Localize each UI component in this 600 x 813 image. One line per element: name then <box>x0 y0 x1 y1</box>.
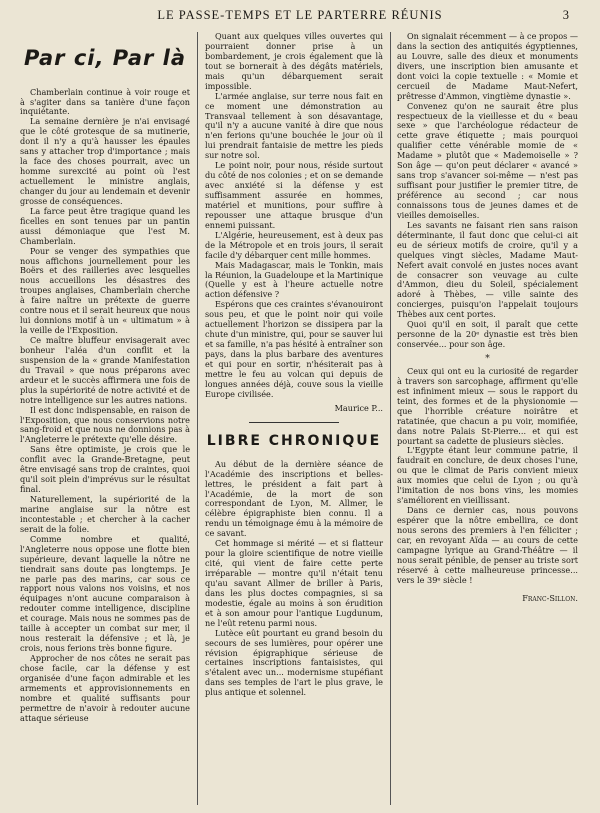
paragraph: Approcher de nos côtes ne serait pas chose facile, car la défense y est organisée d'une façon admirable et les armements et approvisionnements en nombre et qualité suffisants pour permettre de n'avoir à redouter aucune attaque sérieuse <box>20 653 190 723</box>
section-heading-libre-chronique: LIBRE CHRONIQUE <box>206 432 382 449</box>
paragraph: L'armée anglaise, sur terre nous fait en ce moment une démonstration au Transvaal tellement à son désavantage, qu'il n'y a aucune vanité à dire que nous n'en ferions qu'une bouchée le jour où il lui prendrait fantaisie de mettre les pieds sur notre sol. <box>205 90 383 161</box>
paragraph: Dans ce dernier cas, nous pouvons espérer que la nôtre embellira, ce dont nous serons des premiers à l'en féliciter ; car, en revoyant Aïda — au cours de cette campagne lyrique au Grand-Théâtre — il nous serait pénible, de penser au triste sort réservé à cette malheureuse princesse... vers le 39ᵉ siècle ! <box>397 505 578 585</box>
paragraph: Mais Madagascar, mais le Tonkin, mais la Réunion, la Guadeloupe et la Martinique (Quelle y est à l'heure actuelle notre action défensive ? <box>205 259 383 300</box>
paragraph: Ceux qui ont eu la curiosité de regarder à travers son sarcophage, affirment qu'elle est infiniment mieux — sous le rapport du teint, des formes et de la physionomie — que l'horrible créature noirâtre et ratatinée, que chacun a pu voir, momifiée, dans notre Palais St-Pierre... et qui est pourtant sa cadette de plusieurs siècles. <box>397 365 578 446</box>
paragraph: Pour se venger des sympathies que nous affichons journellement pour les Boërs et des railleries avec lesquelles nous accueillons les désastres des troupes anglaises, Chamberlain cherche à faire naître un prétexte de guerre contre nous et il serait heureux que nous lui donnions motif à un « ultimatum » à la veille de l'Exposition. <box>20 245 190 336</box>
paragraph: Naturellement, la supériorité de la marine anglaise sur la nôtre est incontestable ; et chercher à la cacher serait de la folie. <box>20 494 190 534</box>
paragraph: Convenez qu'on ne saurait être plus respectueux de la vieillesse et du « beau sexe » que l'archéologue rédacteur de cette grave étiquette ; mais pourquoi qualifier cette vénérable momie de « Madame » plutôt que « Mademoiselle » ? Son âge — qu'on peut déclarer « avancé » sans trop s'avancer soi-même — n'est pas suffisant pour justifier le premier titre, de préférence au second ; car nous connaissons tous de jeunes dames et de vieilles demoiselles. <box>397 100 578 220</box>
paragraph: On signalait récemment — à ce propos — dans la section des antiquités égyptiennes, au Louvre, salle des dieux et monuments divers, une inscription bien amusante et dont voici la copie textuelle : « Momie et cercueil de Madame Maut-Nefert, prêtresse d'Ammon, vingtième dynastie ». <box>397 31 578 101</box>
column-divider <box>197 32 198 805</box>
section-heading-par-ci-par-la: Par ci, Par là <box>23 46 187 70</box>
paragraph: Les savants ne faisant rien sans raison déterminante, il faut donc que celui-ci ait eu de sérieux motifs de croire, qu'il y a quelques vingt siècles, Madame Maut-Nefert avait convolé en justes noces avant de consacrer son veuvage au culte d'Ammon, dieu du Soleil, spécialement adoré à Thèbes, — ville sainte des concierges, puisqu'on l'appelait toujours Thèbes aux cent portes. <box>397 219 578 320</box>
paragraph: Lutèce eût pourtant eu grand besoin du secours de ses lumières, pour opérer une révision épigraphique sérieuse de certaines inscriptions fantaisistes, qui s'étalent avec un... modernisme stupéfiant dans ses temples de l'art le plus grave, le plus antique et solennel. <box>205 627 383 698</box>
paragraph: Le point noir, pour nous, réside surtout du côté de nos colonies ; et on se demande avec anxiété si la défense y est suffisamment assurée en hommes, matériel et munitions, pour suffire à repousser une attaque brusque d'un ennemi puissant. <box>205 160 383 230</box>
paragraph: Espérons que ces craintes s'évanouiront sous peu, et que le point noir qui voile actuellement l'horizon se dissipera par la chute d'un ministre, qui, pour se sauver lui et sa famille, n'a pas hésité à entraîner son pays, dans la plus barbare des aventures et qui pour en sortir, n'hésiterait pas à mettre le feu au volcan qui depuis de longues années déjà, couve sous la vieille Europe civilisée. <box>205 299 383 399</box>
column-divider <box>390 32 391 805</box>
section-star: * <box>485 354 490 364</box>
paragraph: Sans être optimiste, je crois que le conflit avec la Grande-Bretagne, peut être envisagé sans trop de craintes, quoi qu'il soit plein d'imprévus sur le résultat final. <box>20 444 190 495</box>
running-head <box>0 6 600 26</box>
paragraph: L'Algérie, heureusement, est à deux pas de la Métropole et en trois jours, il serait facile d'y débarquer cent mille hommes. <box>205 229 383 260</box>
divider-rule <box>249 422 339 423</box>
page-number: 3 <box>562 8 570 22</box>
paragraph: Quoi qu'il en soit, il paraît que cette personne de la 20ᵉ dynastie est très bien conservée... pour son âge. <box>397 319 578 350</box>
signature-franc-sillon: Franc-Sillon. <box>522 592 578 603</box>
paragraph: Quant aux quelques villes ouvertes qui pourraient donner prise à un bombardement, je crois également que là tout se bornerait à des dégâts matériels, mais qu'un débarquement serait impossible. <box>205 31 383 91</box>
paragraph: Au début de la dernière séance de l'Académie des inscriptions et belles-lettres, le président a fait part à l'Académie, de la mort de son correspondant de Lyon, M. Allmer, le célèbre épigraphiste bien connu. Il a rendu un témoignage ému à la mémoire de ce savant. <box>205 458 383 539</box>
column-2 <box>205 32 383 805</box>
column-1 <box>20 32 190 805</box>
paragraph: Chamberlain continue à voir rouge et à s'agiter dans sa tanière d'une façon inquiétante. <box>20 86 190 117</box>
paragraph: Comme nombre et qualité, l'Angleterre nous oppose une flotte bien supérieure, devant laquelle la nôtre ne tiendrait sans doute pas longtemps. Je ne parle pas des marins, car sous ce rapport nous valons nos voisins, et nos équipages n'ont aucune comparaison à redouter comme intelligence, discipline et courage. Mais nous ne sommes pas de taille à accepter un combat sur mer, il nous resterait la défensive ; et là, je crois, nous ferions très bonne figure. <box>20 533 190 654</box>
paragraph: La semaine dernière je n'ai envisagé que le côté grotesque de sa mutinerie, dont il n'y a qu'à hausser les épaules sans y attacher trop d'importance ; mais la face des choses pourrait, avec un homme surexcité au point où l'est actuellement le ministre anglais, changer du jour au lendemain et devenir grosse de conséquences. <box>20 116 190 206</box>
paragraph: Ce maître bluffeur envisagerait avec bonheur l'aléa d'un conflit et la suspension de la « grande Manifestation du Travail » que nous préparons avec ardeur et le succès affirmera une fois de plus la supériorité de notre activité et de notre intelligence sur les autres nations. <box>20 335 190 405</box>
journal-title: LE PASSE-TEMPS ET LE PARTERRE RÉUNIS <box>157 8 443 22</box>
paragraph: La farce peut être tragique quand les ficelles en sont tenues par un pantin aussi démoniaque que l'est M. Chamberlain. <box>20 205 190 246</box>
column-3 <box>397 32 578 805</box>
paragraph: L'Egypte étant leur commune patrie, il faudrait en conclure, de deux choses l'une, ou que le climat de Paris convient mieux aux momies que celui de Lyon ; ou qu'à l'imitation de nos bons vins, les momies s'améliorent en vieillissant. <box>397 445 578 506</box>
paragraph: Il est donc indispensable, en raison de l'Exposition, que nous conservions notre sang-froid et que nous ne donnions pas à l'Angleterre le prétexte qu'elle désire. <box>20 404 190 445</box>
paragraph: Cet hommage si mérité — et si flatteur pour la gloire scientifique de notre vieille cité, qui vient de faire cette perte irréparable — montre qu'il n'était tenu qu'au savant Allmer de briller à Paris, dans les plus doctes compagnies, si sa modestie, égale au moins à son érudition et à son amour pour l'antique Lugdunum, ne l'eût retenu parmi nous. <box>205 538 383 628</box>
signature-maurice: Maurice P... <box>334 402 383 413</box>
